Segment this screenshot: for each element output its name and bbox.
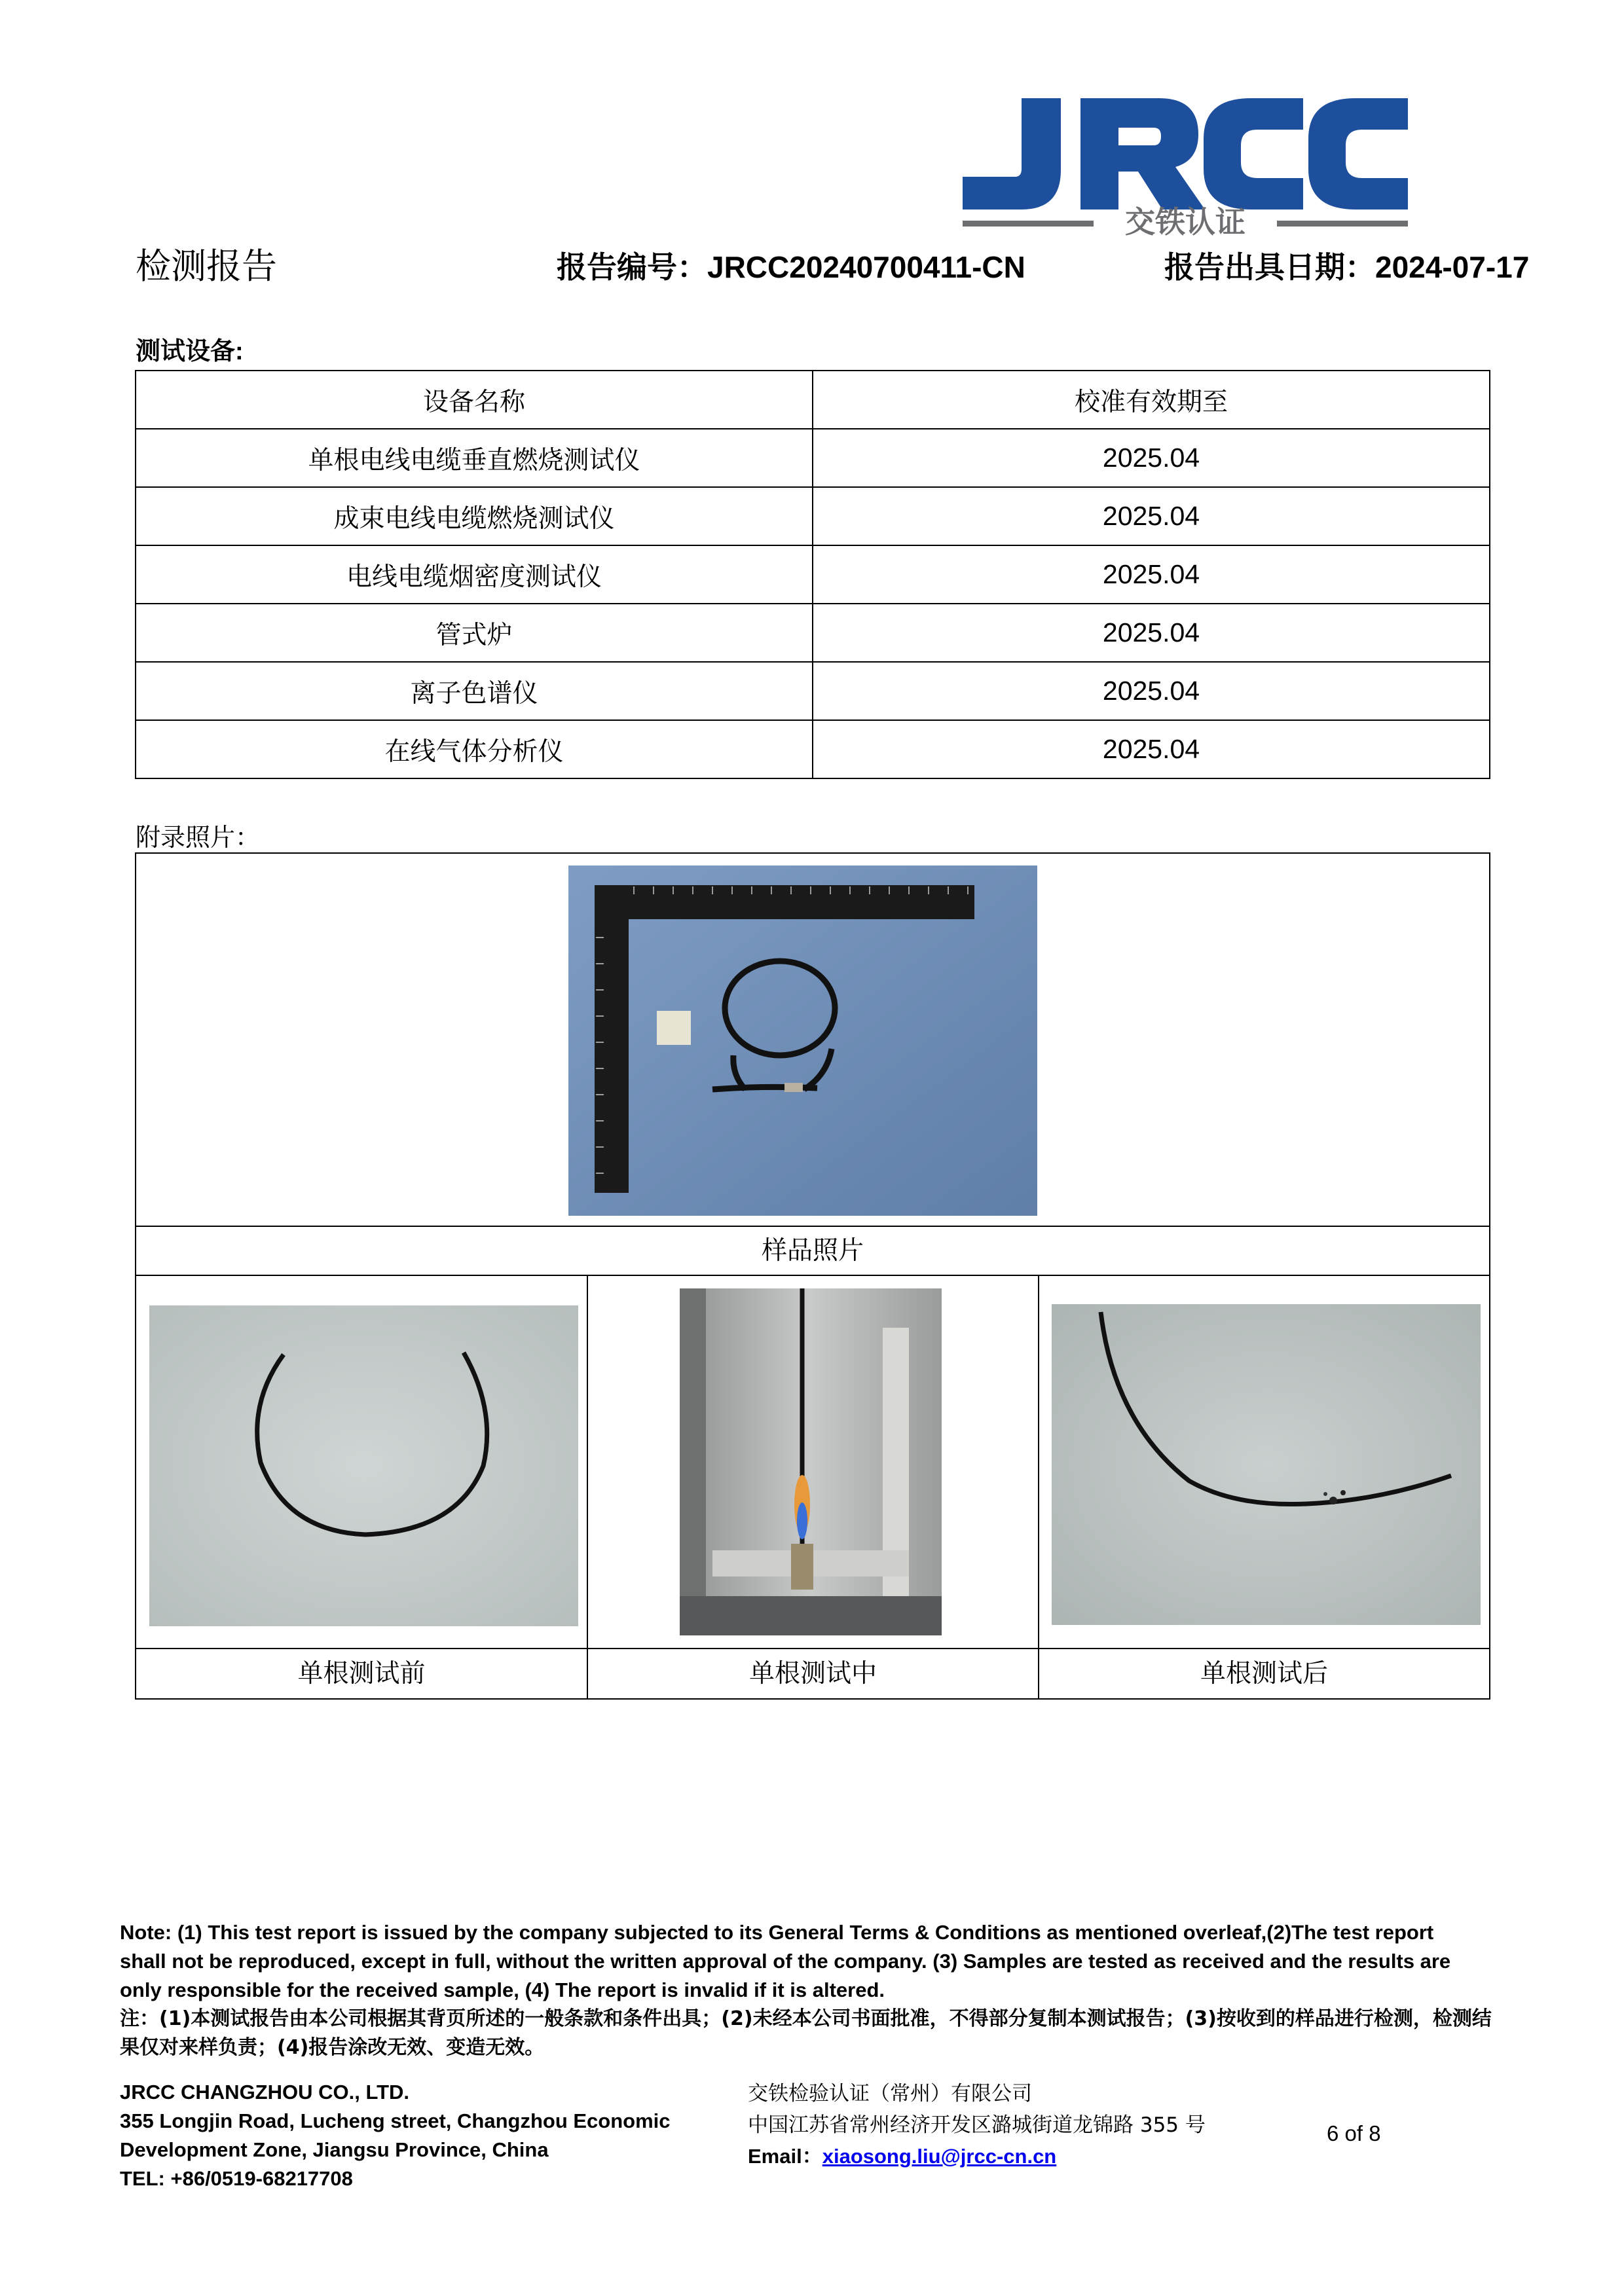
company-address-chinese — [748, 2078, 1337, 2172]
page-number: 6 of 8 — [1327, 2121, 1381, 2145]
photo-during-test — [680, 1288, 942, 1635]
equipment-name: 单根电线电缆垂直燃烧测试仪 — [136, 429, 813, 487]
jrcc-logo — [963, 98, 1408, 236]
photo-table — [135, 852, 1490, 1700]
company-address-zh: 中国江苏省常州经济开发区潞城街道龙锦路 355 号 — [748, 2113, 1206, 2137]
table-row — [136, 662, 1490, 720]
report-number: 报告编号：JRCC20240700411-CN — [557, 250, 1025, 284]
calibration-date: 2025.04 — [813, 429, 1490, 487]
email-link[interactable]: xiaosong.liu@jrcc-cn.cn — [822, 2145, 1057, 2168]
company-tel: TEL: +86/0519-68217708 — [120, 2167, 353, 2190]
column-header-equipment-name: 设备名称 — [136, 371, 813, 429]
email-label: Email： — [748, 2145, 822, 2168]
equipment-name: 电线电缆烟密度测试仪 — [136, 545, 813, 604]
caption-after-test: 单根测试后 — [1200, 1659, 1328, 1688]
equipment-name: 在线气体分析仪 — [136, 720, 813, 778]
report-issue-date: 报告出具日期：2024-07-17 — [1164, 250, 1530, 284]
calibration-date: 2025.04 — [813, 720, 1490, 778]
photo-after-test — [1052, 1304, 1481, 1625]
equipment-table — [135, 370, 1490, 779]
equipment-name: 管式炉 — [136, 604, 813, 662]
caption-during-test: 单根测试中 — [748, 1659, 877, 1688]
column-header-calibration-valid: 校准有效期至 — [813, 371, 1490, 429]
company-name-zh: 交铁检验认证（常州）有限公司 — [748, 2082, 1032, 2105]
equipment-name: 成束电线电缆燃烧测试仪 — [136, 487, 813, 545]
photo-before-test — [149, 1305, 578, 1626]
calibration-date: 2025.04 — [813, 545, 1490, 604]
table-row — [136, 720, 1490, 778]
sample-photo-caption: 样品照片 — [761, 1236, 864, 1266]
calibration-date: 2025.04 — [813, 604, 1490, 662]
table-row — [136, 487, 1490, 545]
calibration-date: 2025.04 — [813, 487, 1490, 545]
sample-photo — [568, 866, 1037, 1216]
table-header-row — [136, 371, 1490, 429]
note-english: Note: (1) This test report is issued by the company subjected to its General Terms & Conditions as mentioned overleaf,(2)The test report shall not be reproduced, except in full, without the written approval of the company. (3) Samples are tested as received and the results are only responsible for the received sample, (4) The report is invalid if it is altered. — [120, 1921, 1451, 2001]
table-row — [136, 429, 1490, 487]
company-address: 355 Longjin Road, Lucheng street, Changzhou Economic Development Zone, Jiangsu Province, China — [120, 2109, 671, 2161]
calibration-date: 2025.04 — [813, 662, 1490, 720]
company-address-english — [120, 2078, 762, 2193]
document-title: 检测报告 — [136, 246, 277, 287]
caption-before-test: 单根测试前 — [297, 1659, 426, 1688]
equipment-section-label: 测试设备: — [136, 338, 244, 365]
photos-section-label: 附录照片： — [136, 823, 261, 852]
company-name: JRCC CHANGZHOU CO., LTD. — [120, 2081, 410, 2104]
note-chinese: 注：(1)本测试报告由本公司根据其背页所述的一般条款和条件出具；(2)未经本公司书面批准，不得部分复制本测试报告；(3)按收到的样品进行检测，检测结果仅对来样负责；(4)报告涂改无效、变造无效。 — [120, 2007, 1492, 2059]
equipment-name: 离子色谱仪 — [136, 662, 813, 720]
logo-tagline: 交铁认证 — [1125, 204, 1246, 236]
table-row — [136, 604, 1490, 662]
table-row — [136, 545, 1490, 604]
